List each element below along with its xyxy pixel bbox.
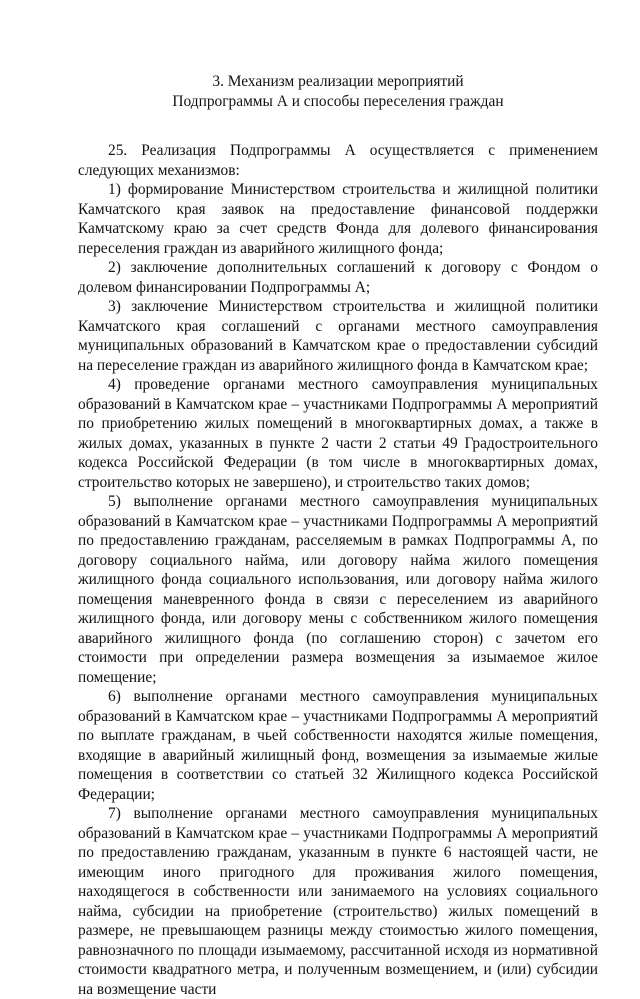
paragraph-item-5: 5) выполнение органами местного самоуправления муниципальных образований в Камчатском крае – участниками Подпрограммы А мероприятий по предоставлению гражданам, расселяемым в рамках Подпрограммы А, по договору социального найма, или договору найма жилого помещения жилищного фонда социального использования, или договору найма жилого помещения маневренного фонда в связи с переселением из аварийного жилищного фонда, или договору мены с собственником жилого помещения аварийного жилищного фонда (по соглашению сторон) с зачетом его стоимости при определении размера возмещения за изымаемое жилое помещение; — [78, 493, 598, 686]
paragraph-25-intro: 25. Реализация Подпрограммы А осуществляется с применением следующих механизмов: — [78, 142, 598, 179]
section-heading-line-1: 3. Механизм реализации мероприятий — [212, 73, 464, 90]
paragraph-item-1: 1) формирование Министерством строительства и жилищной политики Камчатского края заявок на предоставление финансовой поддержки Камчатскому краю за счет средств Фонда для долевого финансирования переселения граждан из аварийного жилищного фонда; — [78, 181, 598, 257]
paragraph-item-7: 7) выполнение органами местного самоуправления муниципальных образований в Камчатском крае – участниками Подпрограммы А мероприятий по предоставлению гражданам, указанным в пункте 6 настоящей части, не имеющим иного пригодного для проживания жилого помещения, находящегося в собственности или занимаемого на условиях социального найма, субсидии на приобретение (строительство) жилых помещений в размере, не превышающем разницы между стоимостью жилого помещения, равнозначного по площади изымаемому, рассчитанной исходя из нормативной стоимости квадратного метра, и полученным возмещением, и (или) субсидии на возмещение части — [78, 805, 598, 998]
section-heading — [78, 72, 598, 111]
paragraph-item-2: 2) заключение дополнительных соглашений к договору с Фондом о долевом финансировании Подпрограммы А; — [78, 259, 598, 296]
paragraph-item-6: 6) выполнение органами местного самоуправления муниципальных образований в Камчатском крае – участниками Подпрограммы А мероприятий по выплате гражданам, в чьей собственности находятся жилые помещения, входящие в аварийный жилищный фонд, возмещения за изымаемые жилые помещения в соответствии со статьей 32 Жилищного кодекса Российской Федерации; — [78, 688, 598, 803]
paragraph-item-4: 4) проведение органами местного самоуправления муниципальных образований в Камчатском крае – участниками Подпрограммы А мероприятий по приобретению жилых помещений в многоквартирных домах, а также в жилых домах, указанных в пункте 2 части 2 статьи 49 Градостроительного кодекса Российской Федерации (в том числе в многоквартирных домах, строительство которых не завершено), и строительство таких домов; — [78, 376, 598, 491]
paragraph-item-3: 3) заключение Министерством строительства и жилищной политики Камчатского края соглашений с органами местного самоуправления муниципальных образований в Камчатском крае о предоставлении субсидий на переселение граждан из аварийного жилищного фонда в Камчатском крае; — [78, 298, 598, 374]
document-page — [78, 72, 598, 999]
section-heading-line-2: Подпрограммы А и способы переселения граждан — [172, 92, 504, 110]
